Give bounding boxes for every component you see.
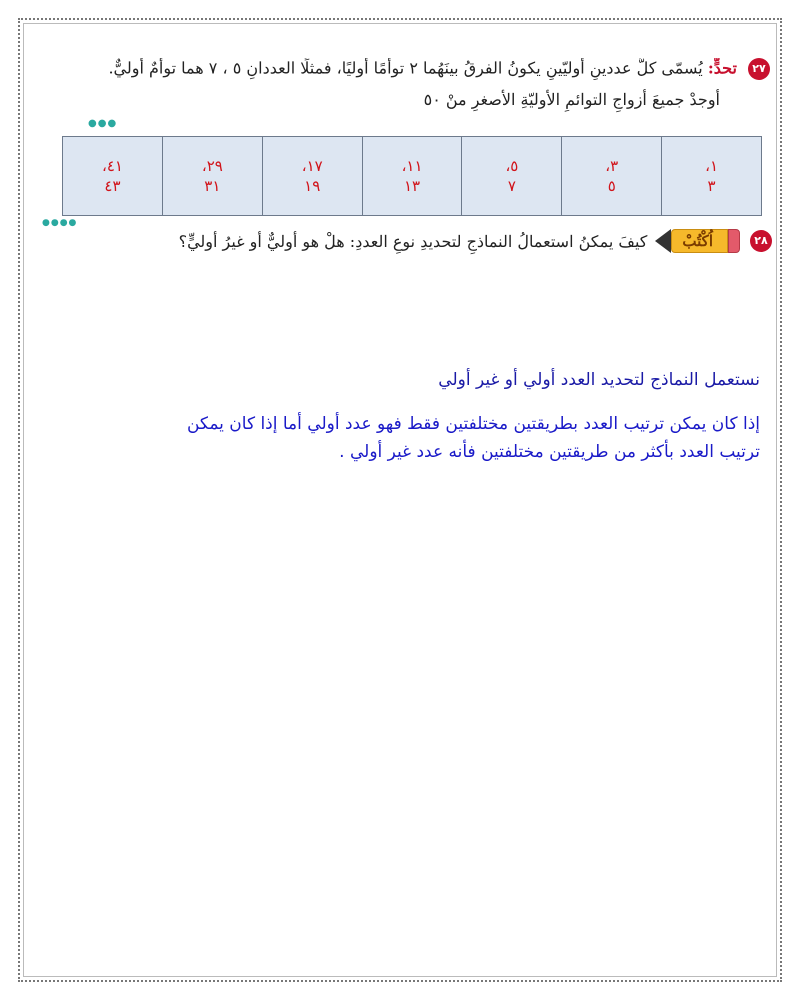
question-28-line: [179, 229, 772, 253]
sparkle-decoration: ●●●●: [42, 218, 78, 228]
answer-line-1: إذا كان يمكن ترتيب العدد بطريقتين مختلفتين فقط فهو عدد أولي أما إذا كان يمكن: [186, 414, 760, 434]
question-28-number: ٢٨: [750, 230, 772, 252]
table-cell: ٣، ٥: [562, 137, 662, 216]
pencil-tip: [655, 229, 671, 253]
decorative-dots: ●●●: [88, 118, 118, 129]
table-cell: ٥، ٧: [462, 137, 562, 216]
table-cell: ٢٩، ٣١: [162, 137, 262, 216]
answer-title: نستعمل النماذج لتحديد العدد أولي أو غير أولي: [438, 370, 760, 390]
pencil-eraser: [728, 229, 740, 253]
table-row: [63, 137, 762, 216]
question-27-line-2: أوجدْ جميعَ أزواجِ التوائمِ الأوليّةِ الأصغرِ منْ ٥٠: [423, 90, 720, 109]
table-cell: ١، ٣: [662, 137, 762, 216]
table-cell: ١١، ١٣: [362, 137, 462, 216]
write-label: اُكْتُبْ: [671, 229, 728, 253]
question-27-line-1: [26, 58, 770, 80]
question-27-number: ٢٧: [748, 58, 770, 80]
answer-line-2: ترتيب العدد بأكثر من طريقتين مختلفتين فأنه عدد غير أولي .: [339, 442, 760, 462]
table-cell: ٤١، ٤٣: [63, 137, 163, 216]
twin-primes-table: [62, 136, 762, 216]
question-27-keyword: تحدٍّ:: [707, 58, 737, 78]
answer-body: [40, 410, 760, 466]
question-27-text: يُسمّى كلُّ عددينِ أوليّينِ يكونُ الفرقُ بينَهُما ٢ توأمًا أوليًا، فمثلًا العددانِ ٥ ، ٧ هما توأمٌ أوليٌّ.: [108, 58, 703, 78]
pencil-icon: [655, 229, 740, 253]
table-cell: ١٧، ١٩: [262, 137, 362, 216]
question-28-text: كيفَ يمكنُ استعمالُ النماذجِ لتحديدِ نوعِ العددِ: هلْ هو أوليٌّ أو غيرُ أوليٍّ؟: [178, 231, 648, 251]
